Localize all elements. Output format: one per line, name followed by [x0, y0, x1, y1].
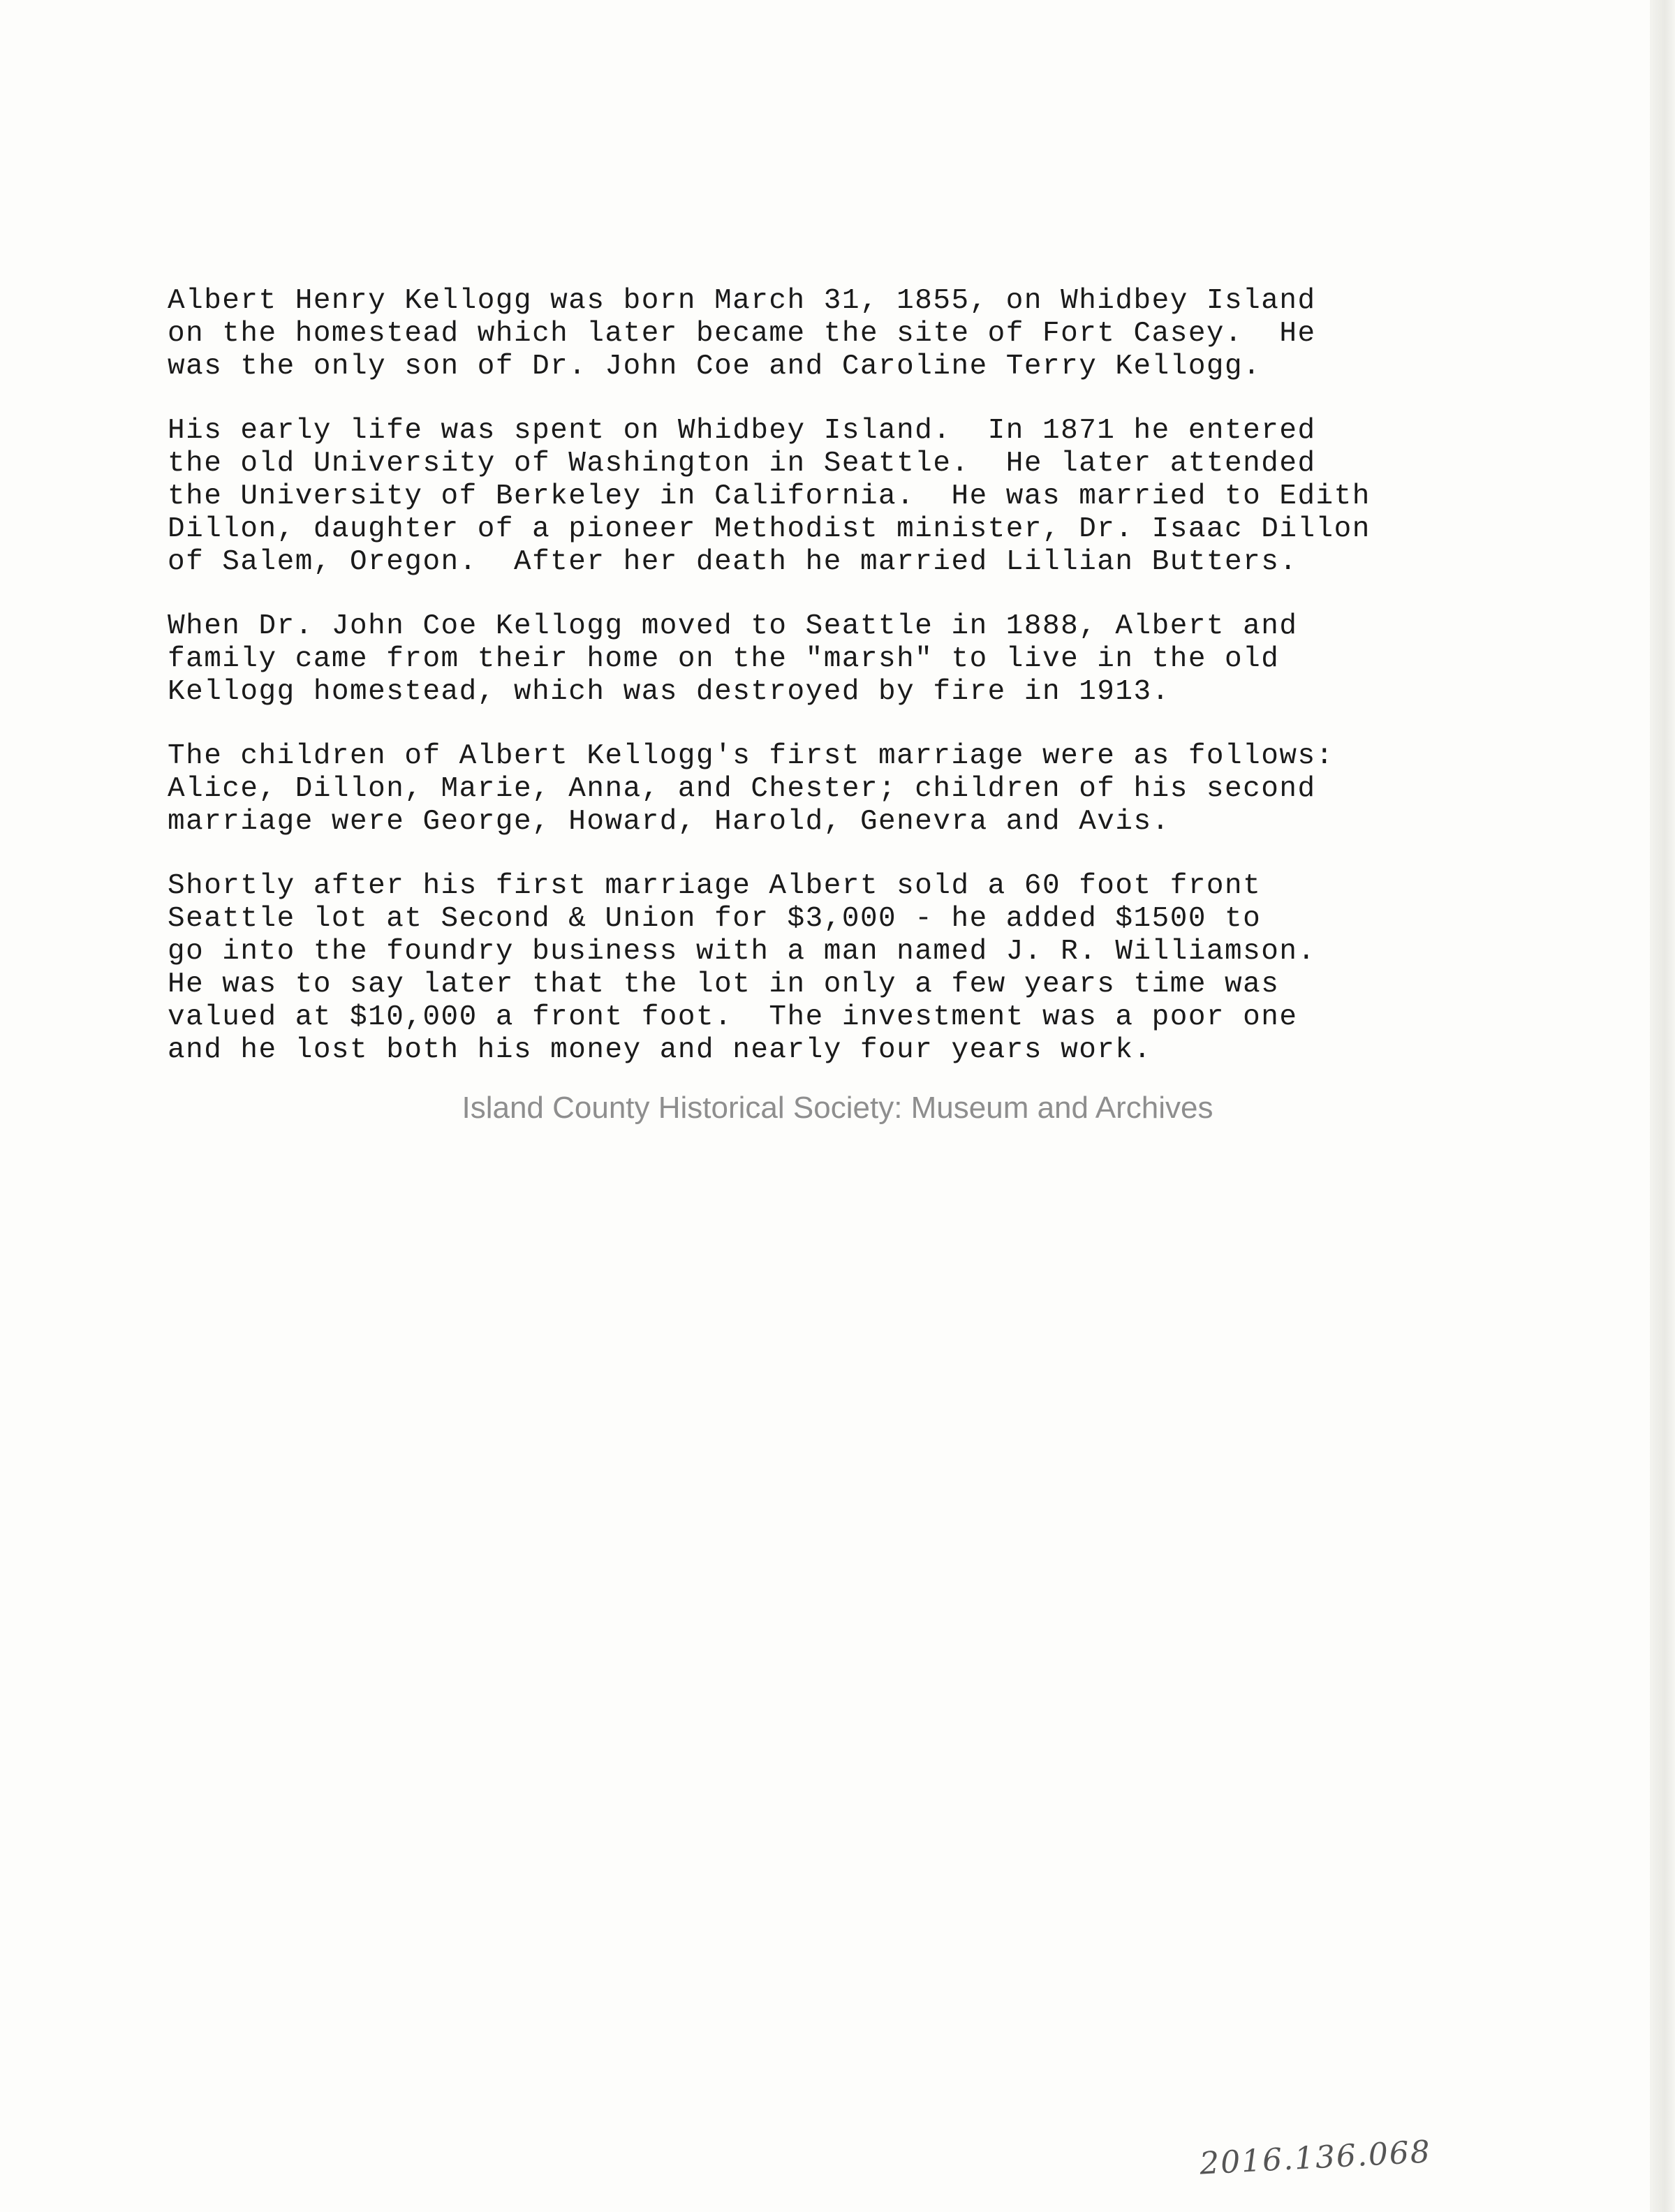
- text-line: Albert Henry Kellogg was born March 31, 1855, on Whidbey Island: [168, 285, 1316, 317]
- text-line: Alice, Dillon, Marie, Anna, and Chester; children of his second: [168, 773, 1316, 805]
- paragraph-children: [168, 740, 1522, 839]
- text-line: His early life was spent on Whidbey Island. In 1871 he entered: [168, 415, 1316, 447]
- text-line: of Salem, Oregon. After her death he married Lillian Butters.: [168, 546, 1298, 578]
- text-line: the old University of Washington in Seattle. He later attended: [168, 448, 1316, 480]
- text-line: was the only son of Dr. John Coe and Caroline Terry Kellogg.: [168, 351, 1262, 383]
- text-line: valued at $10,000 a front foot. The investment was a poor one: [168, 1001, 1298, 1033]
- text-line: Seattle lot at Second & Union for $3,000 - he added $1500 to: [168, 903, 1262, 935]
- paragraph-homestead: [168, 610, 1522, 709]
- text-line: Dillon, daughter of a pioneer Methodist minister, Dr. Isaac Dillon: [168, 513, 1371, 545]
- text-line: marriage were George, Howard, Harold, Genevra and Avis.: [168, 806, 1170, 838]
- text-line: He was to say later that the lot in only a few years time was: [168, 968, 1280, 1001]
- paragraph-birth: [168, 285, 1522, 383]
- text-line: The children of Albert Kellogg's first marriage were as follows:: [168, 740, 1334, 772]
- archive-watermark: Island County Historical Society: Museum and Archives: [462, 1091, 1213, 1125]
- handwritten-accession-number: 2016.136.068: [1198, 2134, 1433, 2182]
- text-line: and he lost both his money and nearly four years work.: [168, 1034, 1152, 1066]
- paragraph-early-life: [168, 415, 1522, 579]
- text-line: Shortly after his first marriage Albert sold a 60 foot front: [168, 870, 1262, 902]
- typed-text-body: [168, 285, 1522, 1098]
- text-line: family came from their home on the "marsh" to live in the old: [168, 643, 1280, 675]
- text-line: Kellogg homestead, which was destroyed by fire in 1913.: [168, 676, 1170, 708]
- text-line: the University of Berkeley in California. He was married to Edith: [168, 480, 1371, 513]
- text-line: go into the foundry business with a man named J. R. Williamson.: [168, 936, 1316, 968]
- text-line: on the homestead which later became the site of Fort Casey. He: [168, 318, 1316, 350]
- paragraph-business: [168, 870, 1522, 1067]
- text-line: When Dr. John Coe Kellogg moved to Seattle in 1888, Albert and: [168, 610, 1298, 642]
